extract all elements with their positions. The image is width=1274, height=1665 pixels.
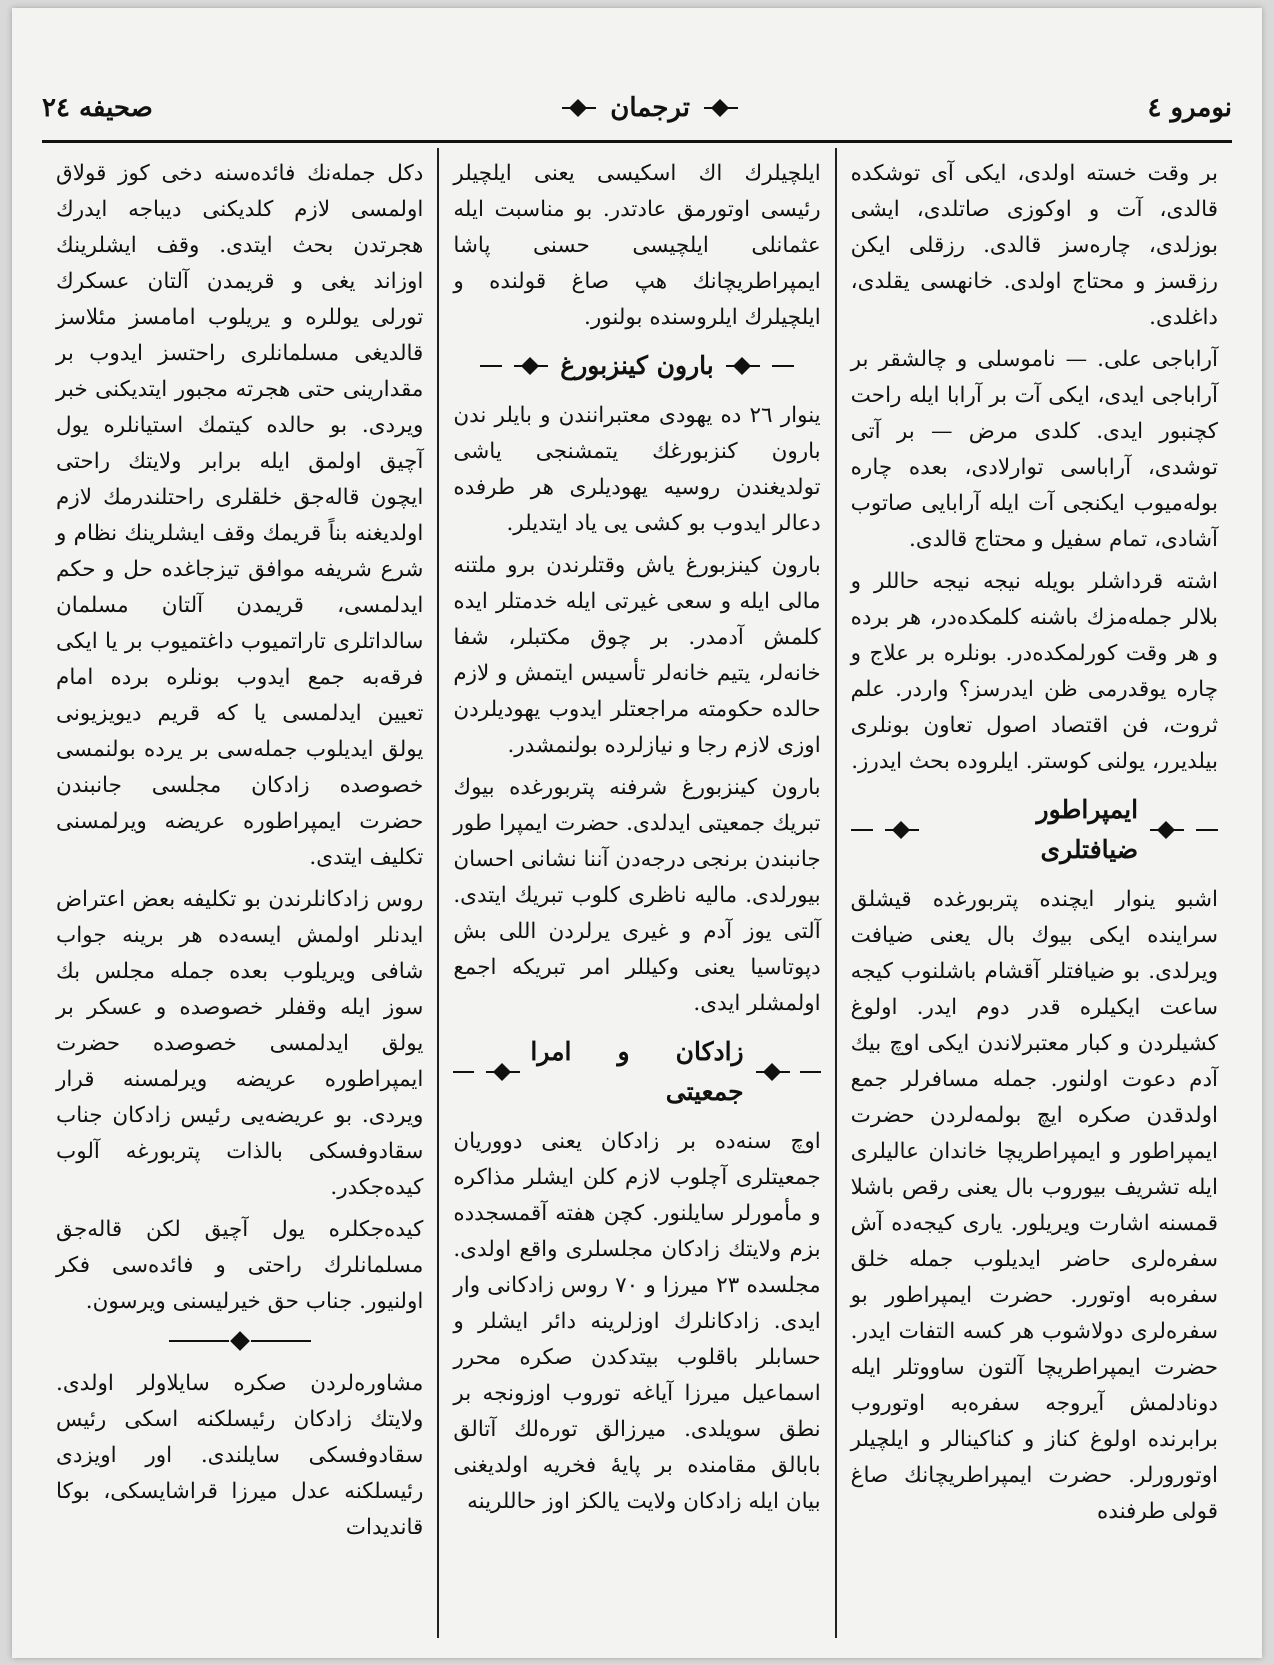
ornament-icon — [562, 100, 596, 116]
diamond-icon — [230, 1331, 250, 1351]
column-left — [42, 148, 439, 1638]
section-heading — [453, 1032, 820, 1112]
paragraph: اوچ سنەده بر زادکان یعنی دووریان جمعیتلری آچلوب لازم کلن ایشلر مذاکره و مأمورلر سایلنور. کچن هفته آقمسجدده بزم ولایتك زادکان مجلسلری واقع اولدی. مجلسده ٢٣ میرزا و ٧٠ روس زادکانی وار ایدی. زادکانلرك اوزلرینه دائر ایشلر و حسابلر باقلوب بیتدکدن صکره محرر اسماعیل میرزا آیاغه توروب اوزونجه بر نطق سویلدی. میرزالق تورەلك آتالق بابالق مقامنده بر پایۀ فخریه اولدیغنی بیان ایله زادکان ولایت یالکز اوز حاللرینه — [453, 1129, 821, 1514]
rule-icon — [851, 829, 873, 831]
paragraph: دکل جملەنك فائدەسنه دخی کوز قولاق اولمسی لازم کلدیکنی دیباجه ایدرك هجرتدن بحث ایتدی. وقف ایشلرینك اوزاند یغی و قریمدن آلتان عسکرك تورلی یوللره و یریلوب امامسز مئلاسز قالدیغی مسلمانلری راحتسز ایدوب بر مقدارینی حتی هجرته مجبور ایتدیکنی خبر ویردی. بو حالده کیتمك استیانلره یول آچیق اولمق ایله برابر ولایتك راحتی ایچون قالەجق خلقلری راحتلندرمك لازم اولدیغنه بناً قریمك وقف ایشلرینك نظام و شرع شریفه موافق تیزجاغده حل و حکم ایدلمسی، قریمدن آلتان مسلمان سالداتلری تاراتمیوب داغتمیوب بر یا ایکی فرقەبه جمع ایدوب بونلره برده امام تعیین ایدلمسی یا که قریم دیویزیونی یولق ایدیلوب جملەسی بر یرده بولنمسی خصوصده زادکان مجلسی جانبندن حضرت ایمپراطوره عریضه ویرلمسنی تکلیف ایتدی. — [56, 161, 424, 870]
section-title: بارون کینزبورغ — [560, 351, 714, 380]
section-divider — [56, 1334, 423, 1348]
newspaper-page — [12, 8, 1262, 1658]
header-rule — [42, 140, 1232, 143]
ornament-icon — [756, 1064, 788, 1080]
paragraph: ایلچیلرك اك اسکیسی یعنی ایلچیلر رئیسی اوتورمق عادتدر. بو مناسبت ایله عثمانلی ایلچیسی حسنی پاشا ایمپراطریچانك هپ صاغ قولنده و ایلچیلرك ایلروسنده بولنور. — [453, 161, 821, 330]
ornament-icon — [514, 358, 548, 374]
masthead — [562, 93, 738, 123]
page-header — [42, 78, 1232, 138]
ornament-icon — [486, 1064, 518, 1080]
paragraph: مشاورەلردن صکره سایلاولر اولدی. ولایتك زادکان رئیسلکنه اسکی رئیس سقادوفسکی سایلندی. اور اویزدی رئیسلکنه عدل میرزا قراشایسکی، بوکا قاندیدات — [56, 1371, 424, 1540]
column-right — [837, 148, 1232, 1638]
ornament-icon — [885, 822, 919, 838]
paragraph: بر وقت خسته اولدی، ایکی آی توشكده قالدی، آت و اوکوزی صاتلدی، ایشی بوزلدی، چارەسز قالدی. رزقلی ایکن رزقسز و محتاج اولدی. خانهسی یقلدی، داغلدی. — [850, 161, 1218, 330]
paragraph: کیدەجکلره یول آچیق لکن قالەجق مسلمانلرك راحتی و فائدەسی فکر اولنیور. جناب حق خیرلیسنی ویرسون. — [56, 1217, 424, 1314]
ornament-icon — [1150, 822, 1184, 838]
paragraph: اشبو ینوار ایچنده پتربورغده قیشلق سراینده ایکی بیوك بال یعنی ضیافت ویرلدی. بو ضیافتلر آقشام باشلنوب کیجه ساعت ایکیلره قدر دوم ایدر. اولوغ کشیلردن و کبار معتبرلاندن ایکی اوچ بیك آدم دعوت اولنور. جمله مسافرلر جمع اولدقدن صکره ایچ بولمەلردن حضرت ایمپراطور و ایمپراطریچا خاندان عالیلری ایله تشریف بیوروب بال یعنی رقص باشلا قمسنه اشارت ویریلور. یاری کیجەده آش سفرەلری حاضر ایدیلوب جمله خلق سفرەبه اوتورر. حضرت ایمپراطور بو سفرەلری دولاشوب هر کسه التفات ایدر. حضرت ایمپراطریچا آلتون ساووتلر ایله دونادلمش آیروجه سفرەبه اوتوروب برابرنده اولوغ کناز و کناکینالر و ایلچیلر اوتورورلر. حضرت ایمپراطریچانك صاغ قولی طرفنده — [850, 887, 1218, 1524]
rule-icon — [169, 1340, 229, 1342]
rule-icon — [480, 365, 502, 367]
rule-icon — [453, 1071, 474, 1073]
ornament-icon — [704, 100, 738, 116]
section-heading — [453, 346, 820, 386]
issue-number: نومرو ٤ — [1147, 93, 1232, 123]
section-title: ایمپراطور ضیافتلری — [1036, 795, 1139, 864]
rule-icon — [772, 365, 794, 367]
rule-icon — [1196, 829, 1218, 831]
rule-icon — [800, 1071, 821, 1073]
paragraph: آراباجی علی. — ناموسلی و چالشقر بر آراباجی ایدی، ایکی آت بر آرابا ایله راحت کچنبور ایدی. کلدی مرض — بر آتی توشدی، آراباسی توارلادی، بعده چاره بولەمیوب ایکنجی آت ایله آرابایی صاتوب آشادی، تمام سفیل و محتاج قالدی. — [850, 347, 1218, 552]
column-middle — [439, 148, 836, 1638]
paragraph: بارون کینزبورغ یاش وقتلرندن برو ملتنه مالی ایله و سعی غیرتی ایله خدمتلر ایده کلمش آدمدر. بر چوق مکتبلر، شفا خانەلر، یتیم خانەلر تأسیس ایتمش و لازم حالده حکومته مراجعتلر ایدوب یهودیلردن اوزی لازم رجا و نیازلرده بولنمشدر. — [453, 553, 821, 758]
paragraph: بارون کینزبورغ شرفنه پتربورغده بیوك تبریك جمعیتی ایدلدی. حضرت ایمپرا طور جانبندن برنجی درجەدن آننا نشانی احسان بیورلدی. مالیه ناظری کلوب تبریك ایتدی. آلتی یوز آدم و غیری یرلردن اللی بش دپوتاسیا یعنی وکیللر امر تبریکه اجمع اولمشلر ایدی. — [453, 775, 821, 1016]
section-title: زادکان و امرا جمعیتی — [530, 1037, 744, 1106]
rule-icon — [251, 1340, 311, 1342]
article-columns — [42, 148, 1232, 1638]
paragraph: روس زادکانلرندن بو تکلیفه بعض اعتراض ایدنلر اولمش ایسەده هر برینه جواب شافی ویریلوب بعده جمله مجلس بك سوز ایله وقفلر خصوصده و عسکر بر یولق ایدلمسی خصوصده حضرت ایمپراطوره عریضه ویرلمسنه قرار ویردی. بو عریضەیی رئیس زادکان جناب سقادوفسکی بالذات پتربورغه آلوب کیدەجکدر. — [56, 887, 424, 1200]
section-heading — [851, 790, 1218, 870]
paragraph: ینوار ٢٦ ده یهودی معتبرانندن و بایلر ندن بارون کنزبورغك یتمشنجی یاشی تولدیغندن روسیه یهودیلری هر طرفده دعالر ایدوب بو کشی یی یاد ایتدیلر. — [453, 403, 821, 536]
page-label: صحیفه ٢٤ — [42, 93, 153, 123]
paragraph: اشته قرداشلر بویله نیجه نیجه حاللر و بلالر جملەمزك باشنه کلمکدەدر، هر برده و هر وقت کورلمکدەدر. بونلره بر علاج و چاره یوقدرمی ظن ایدرسز؟ واردر. علم ثروت، فن اقتصاد اصول تعاون بونلری بیلدیرر، یولنی کوستر. ایلروده بحث ایدرز. — [850, 569, 1218, 774]
ornament-icon — [726, 358, 760, 374]
masthead-title: ترجمان — [610, 93, 690, 123]
